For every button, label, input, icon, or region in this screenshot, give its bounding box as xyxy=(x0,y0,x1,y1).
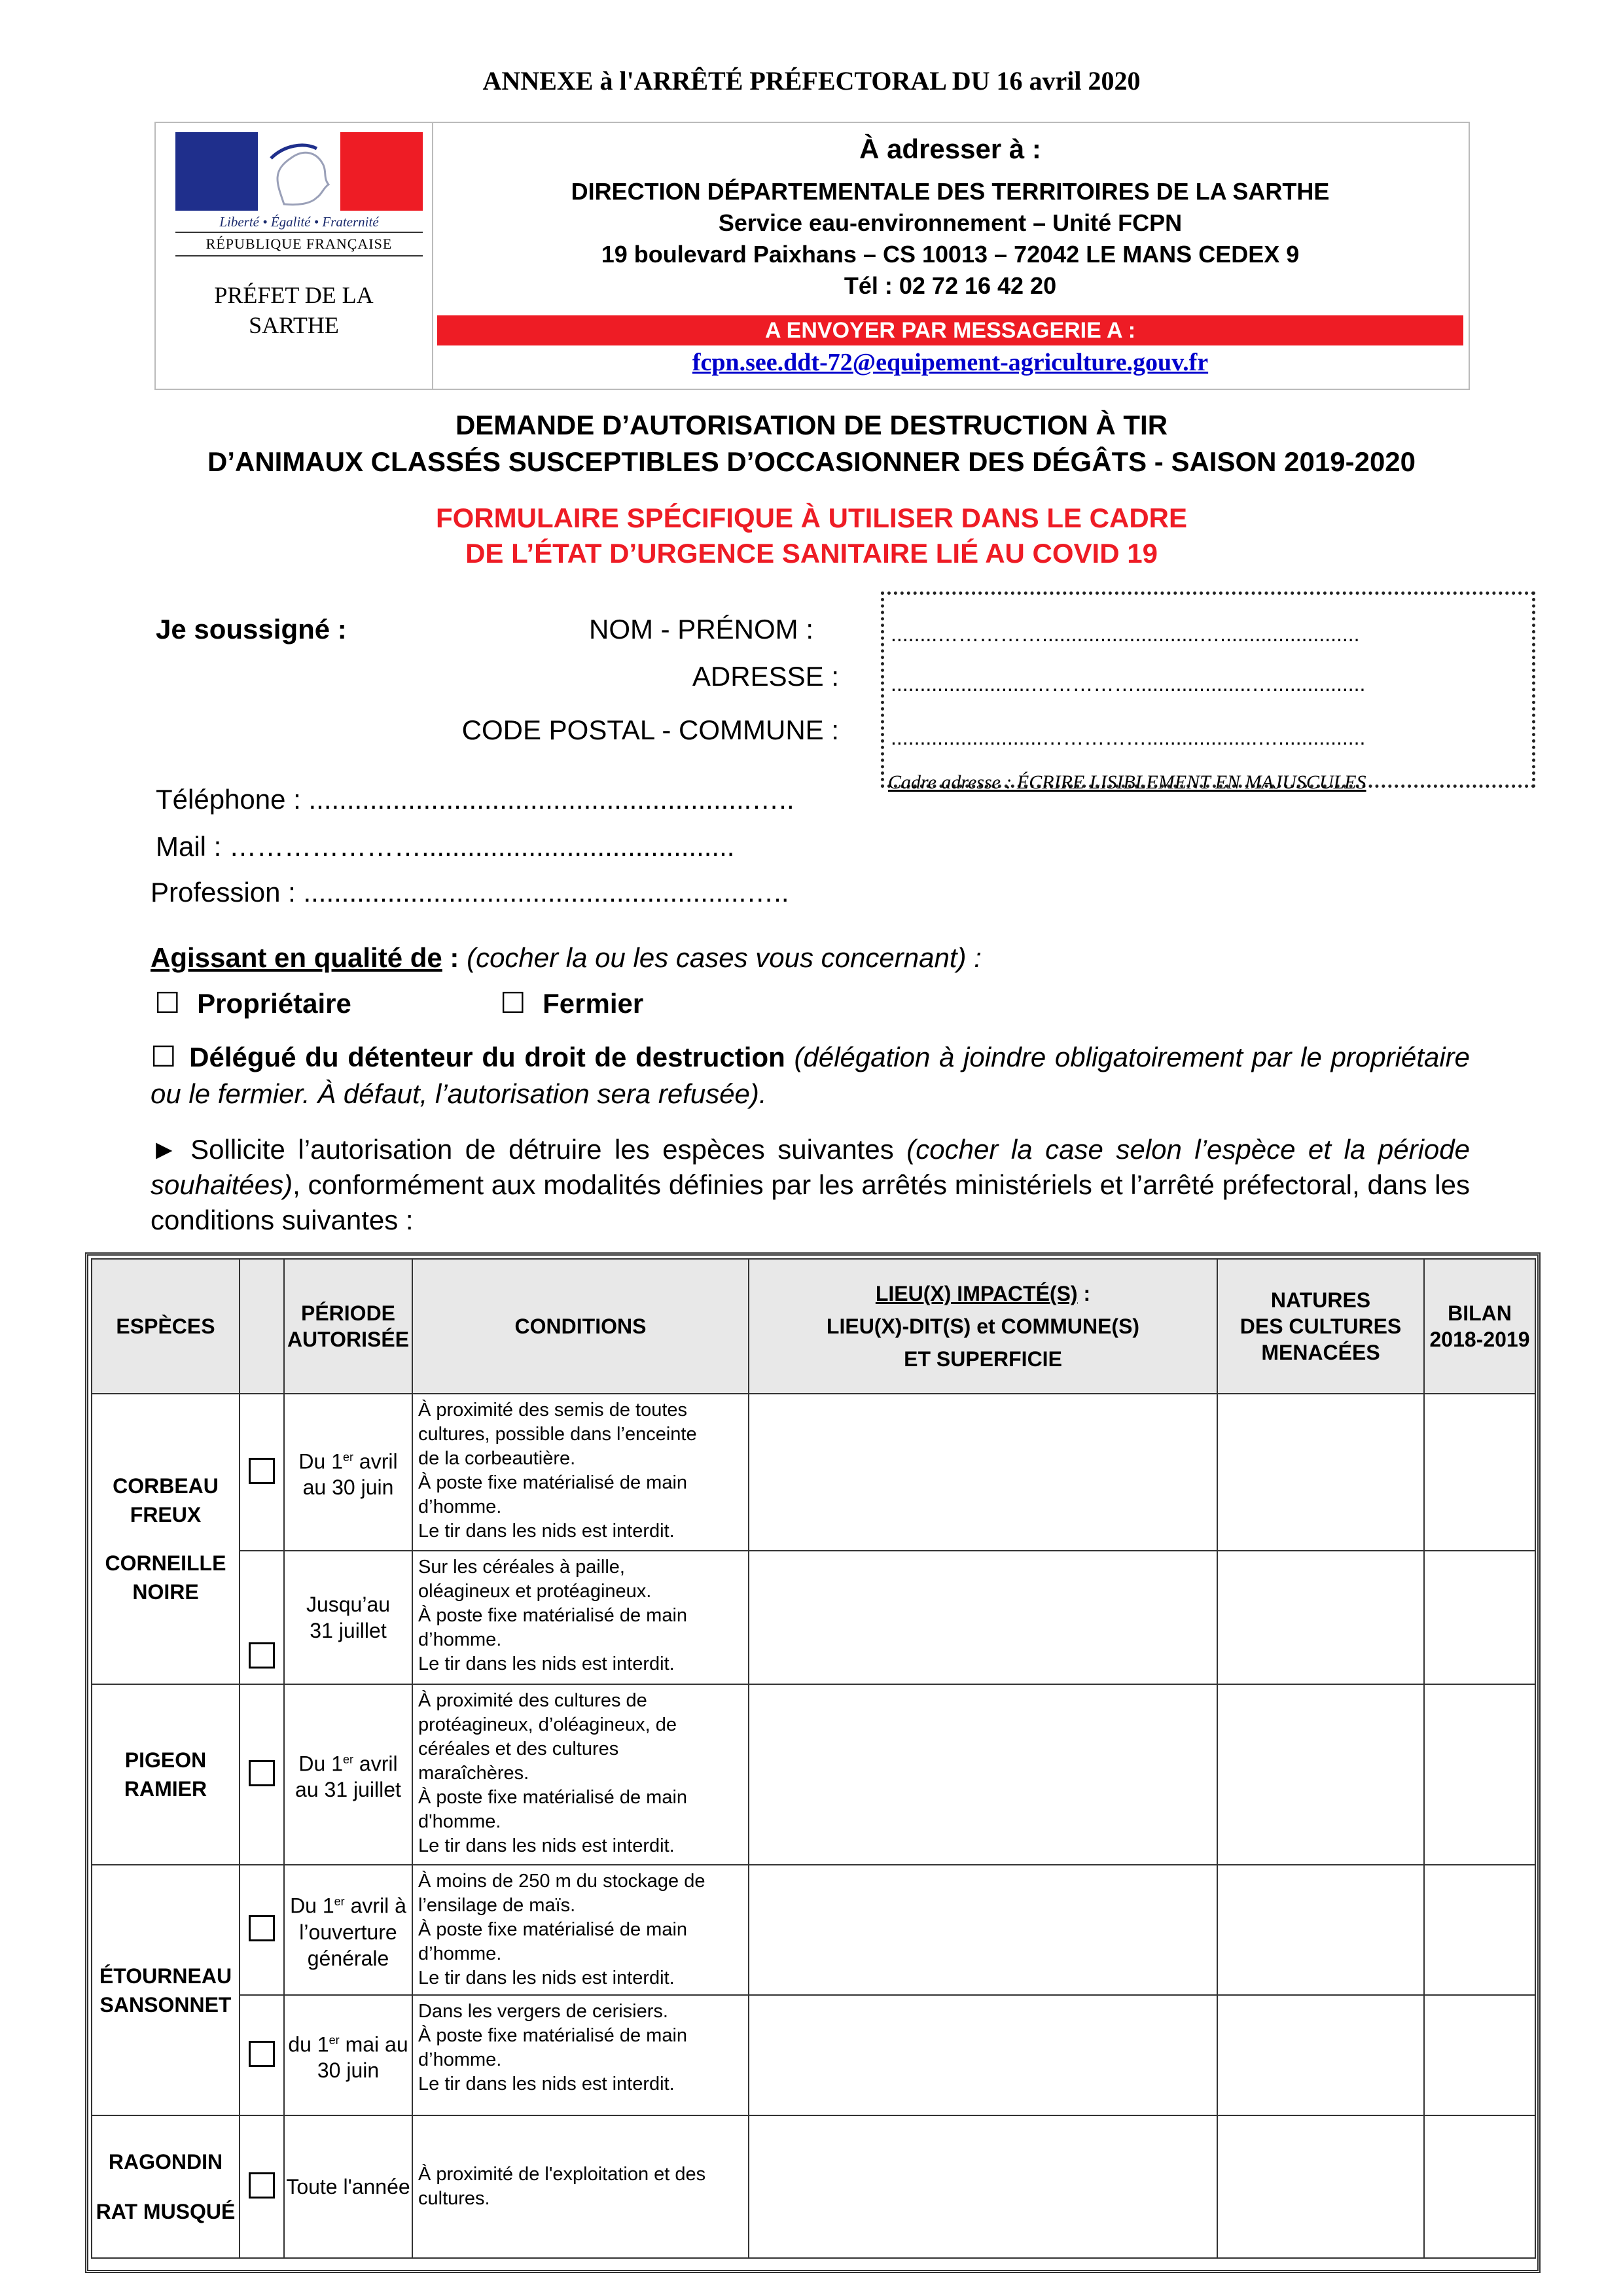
address-line-4: Tél : 02 72 16 42 20 xyxy=(844,272,1057,299)
species-ragondin: RAGONDIN xyxy=(108,2150,223,2174)
period-cell: Toute l'année xyxy=(284,2115,412,2258)
natures-input-cell[interactable] xyxy=(1217,1684,1424,1865)
species-pigeon-1: PIGEON xyxy=(124,1748,207,1772)
sollicite-text-2: , conformément aux modalités définies par les arrêtés ministériels et l’arrêté préfectoral, dans les conditions suivantes : xyxy=(151,1169,1470,1235)
conditions-cell: À moins de 250 m du stockage de l’ensilage de maïs. À poste fixe matérialisé de main d’homme. Le tir dans les nids est interdit. xyxy=(412,1865,749,1995)
header-bilan-2: 2018-2019 xyxy=(1429,1328,1530,1351)
sollicite-paragraph xyxy=(151,1132,1470,1238)
address-input-box[interactable] xyxy=(881,592,1535,793)
table-row xyxy=(92,1684,1535,1865)
header-periode-1: PÉRIODE xyxy=(300,1301,396,1325)
header-periode xyxy=(284,1259,412,1394)
mail-field[interactable]: Mail : …………………......................................... xyxy=(156,831,735,862)
species-corbeau-2: FREUX xyxy=(130,1503,202,1527)
quality-hint: (cocher la ou les cases vous concernant) : xyxy=(459,942,982,973)
annex-title: ANNEXE à l'ARRÊTÉ PRÉFECTORAL DU 16 avril 2020 xyxy=(482,66,1141,96)
species-table xyxy=(91,1258,1536,2259)
header-conditions: CONDITIONS xyxy=(412,1259,749,1394)
header-natures-2: DES CULTURES xyxy=(1240,1315,1402,1338)
header-left xyxy=(156,123,433,389)
species-etourneau xyxy=(92,1865,240,2115)
species-etourneau-2: SANSONNET xyxy=(99,1992,232,2017)
species-rat-musque: RAT MUSQUÉ xyxy=(96,2200,236,2223)
natures-input-cell[interactable] xyxy=(1217,1865,1424,1995)
table-row xyxy=(92,1865,1535,1995)
header-natures-1: NATURES xyxy=(1270,1288,1371,1312)
header-right xyxy=(432,123,1469,389)
logo-republic: RÉPUBLIQUE FRANÇAISE xyxy=(175,232,423,256)
fermier-option xyxy=(500,985,1024,1022)
address-title: À adresser à : xyxy=(859,133,1041,164)
table-header-row xyxy=(92,1259,1535,1394)
lieux-input-cell[interactable] xyxy=(749,1551,1217,1684)
table-row xyxy=(92,1394,1535,1551)
natures-input-cell[interactable] xyxy=(1217,1394,1424,1551)
form-title-line-2: D’ANIMAUX CLASSÉS SUSCEPTIBLES D’OCCASIONNER DES DÉGÂTS - SAISON 2019-2020 xyxy=(207,446,1416,477)
nom-prenom-field[interactable]: ........……………...........................…........................ xyxy=(891,622,1360,646)
quality-label: Agissant en qualité de xyxy=(151,942,442,973)
period-checkbox[interactable] xyxy=(249,2172,275,2199)
conditions-cell: Dans les vergers de cerisiers. À poste fixe matérialisé de main d’homme. Le tir dans les nids est interdit. xyxy=(412,1995,749,2115)
email-link[interactable]: fcpn.see.ddt-72@equipement-agriculture.gouv.fr xyxy=(692,349,1209,376)
bilan-input-cell[interactable] xyxy=(1424,1551,1535,1684)
table-row xyxy=(92,1551,1535,1684)
natures-input-cell[interactable] xyxy=(1217,1995,1424,2115)
lieux-input-cell[interactable] xyxy=(749,1684,1217,1865)
bilan-input-cell[interactable] xyxy=(1424,1995,1535,2115)
delegue-hint: (délégation à joindre obligatoirement par le propriétaire ou le fermier. À défaut, l’autorisation sera refusée). xyxy=(151,1042,1471,1109)
period-checkbox[interactable] xyxy=(249,1458,275,1484)
species-pigeon-2: RAMIER xyxy=(124,1777,207,1801)
period-cell: du 1er mai au 30 juin xyxy=(284,1995,412,2115)
header-especes: ESPÈCES xyxy=(92,1259,240,1394)
checkbox-cell[interactable] xyxy=(240,2115,284,2258)
conditions-cell: À proximité des semis de toutes cultures, possible dans l’enceinte de la corbeautière. À poste fixe matérialisé de main d’homme. Le tir dans les nids est interdit. xyxy=(412,1394,749,1551)
species-table-frame xyxy=(85,1252,1541,2273)
natures-input-cell[interactable] xyxy=(1217,2115,1424,2258)
fermier-label: Fermier xyxy=(543,988,644,1019)
prefet-label xyxy=(156,280,432,340)
period-cell: Du 1er avril à l’ouverture générale xyxy=(284,1865,412,1995)
bilan-input-cell[interactable] xyxy=(1424,1865,1535,1995)
species-pigeon xyxy=(92,1684,240,1865)
form-title-line-1: DEMANDE D’AUTORISATION DE DESTRUCTION À TIR xyxy=(455,410,1168,440)
lieux-input-cell[interactable] xyxy=(749,2115,1217,2258)
lieux-input-cell[interactable] xyxy=(749,1995,1217,2115)
address-line-1: DIRECTION DÉPARTEMENTALE DES TERRITOIRES DE LA SARTHE xyxy=(571,178,1330,205)
checkbox-cell[interactable] xyxy=(240,1394,284,1551)
proprietaire-label: Propriétaire xyxy=(197,988,351,1019)
header-lieux-1: LIEU(X) IMPACTÉ(S) xyxy=(875,1282,1078,1305)
header-lieux-2: LIEU(X)-DIT(S) et COMMUNE(S) xyxy=(826,1315,1140,1338)
period-checkbox[interactable] xyxy=(249,1642,275,1669)
species-corbeau-1: CORBEAU xyxy=(113,1474,219,1498)
table-row xyxy=(92,1995,1535,2115)
natures-input-cell[interactable] xyxy=(1217,1551,1424,1684)
logo-motto: Liberté • Égalité • Fraternité xyxy=(219,214,379,230)
proprietaire-checkbox[interactable]: ☐ xyxy=(154,987,181,1019)
delegue-label: Délégué du détenteur du droit de destruction xyxy=(189,1042,785,1072)
nom-prenom-label: NOM - PRÉNOM : xyxy=(589,614,813,645)
species-corneille-1: CORNEILLE xyxy=(105,1551,226,1575)
address-line-2: Service eau-environnement – Unité FCPN xyxy=(718,209,1183,236)
bilan-input-cell[interactable] xyxy=(1424,1394,1535,1551)
header-natures-3: MENACÉES xyxy=(1261,1341,1380,1364)
telephone-field[interactable]: Téléphone : ..........................................................….. xyxy=(156,784,794,815)
species-etourneau-1: ÉTOURNEAU xyxy=(99,1964,232,1988)
species-ragondin-rat xyxy=(92,2115,240,2258)
address-box-note: Cadre adresse : ÉCRIRE LISIBLEMENT EN MAJUSCULES xyxy=(888,771,1366,793)
profession-field[interactable]: Profession : ..........................................................….. xyxy=(151,877,789,908)
period-cell: Du 1er avril au 31 juillet xyxy=(284,1684,412,1865)
lieux-input-cell[interactable] xyxy=(749,1865,1217,1995)
bilan-input-cell[interactable] xyxy=(1424,1684,1535,1865)
header-bilan-1: BILAN xyxy=(1448,1301,1512,1325)
delegue-option xyxy=(151,1039,1470,1112)
header-checkbox-col xyxy=(240,1259,284,1394)
header-periode-2: AUTORISÉE xyxy=(287,1328,410,1351)
checkbox-cell[interactable] xyxy=(240,1865,284,1995)
period-cell: Jusqu’au 31 juillet xyxy=(284,1551,412,1684)
tricolor-flag-icon xyxy=(175,132,423,211)
period-checkbox[interactable] xyxy=(249,2041,275,2067)
sollicite-text-1: Sollicite l’autorisation de détruire les espèces suivantes xyxy=(177,1134,907,1165)
prefet-line-2: SARTHE xyxy=(249,312,339,338)
species-corbeau-corneille xyxy=(92,1394,240,1684)
species-corneille-2: NOIRE xyxy=(132,1580,199,1604)
checkbox-cell[interactable] xyxy=(240,1551,284,1684)
marianne-profile-icon xyxy=(258,132,340,211)
adresse-field[interactable]: ........................……………....................…................ xyxy=(891,672,1366,696)
conditions-cell: À proximité des cultures de protéagineux, d’oléagineux, de céréales et des cultures maraîchères. À poste fixe matérialisé de main d'homme. Le tir dans les nids est interdit. xyxy=(412,1684,749,1865)
header-lieux-1b: : xyxy=(1077,1282,1091,1305)
address-line-3: 19 boulevard Paixhans – CS 10013 – 72042 LE MANS CEDEX 9 xyxy=(601,241,1300,268)
form-subtitle-line-1: FORMULAIRE SPÉCIFIQUE À UTILISER DANS LE CADRE xyxy=(435,503,1188,533)
header-natures xyxy=(1217,1259,1424,1394)
form-subtitle-line-2: DE L’ÉTAT D’URGENCE SANITAIRE LIÉ AU COVID 19 xyxy=(465,538,1158,569)
sollicite-hint: (cocher la case selon l’espèce et la période souhaitées) xyxy=(151,1134,1470,1200)
delegue-checkbox[interactable]: ☐ xyxy=(151,1041,177,1073)
marianne-logo xyxy=(175,132,423,256)
code-postal-label: CODE POSTAL - COMMUNE : xyxy=(461,715,839,745)
prefet-line-1: PRÉFET DE LA xyxy=(214,282,374,308)
checkbox-cell[interactable] xyxy=(240,1995,284,2115)
header-lieux-3: ET SUPERFICIE xyxy=(904,1347,1062,1371)
period-checkbox[interactable] xyxy=(249,1760,275,1786)
quality-line xyxy=(151,940,1470,976)
conditions-cell: Sur les céréales à paille, oléagineux et protéagineux. À poste fixe matérialisé de main d’homme. Le tir dans les nids est interdit. xyxy=(412,1551,749,1684)
bilan-input-cell[interactable] xyxy=(1424,2115,1535,2258)
table-row xyxy=(92,2115,1535,2258)
header-bilan xyxy=(1424,1259,1535,1394)
conditions-cell: À proximité de l'exploitation et des cultures. xyxy=(412,2115,749,2258)
lieux-input-cell[interactable] xyxy=(749,1394,1217,1551)
header-lieux xyxy=(749,1259,1217,1394)
quality-colon: : xyxy=(442,942,459,973)
period-checkbox[interactable] xyxy=(249,1915,275,1941)
adresse-label: ADRESSE : xyxy=(692,661,839,692)
period-cell: Du 1er avril au 30 juin xyxy=(284,1394,412,1551)
checkbox-cell[interactable] xyxy=(240,1684,284,1865)
arrow-icon: ► xyxy=(151,1134,178,1165)
code-postal-field[interactable]: ..........................……………...................…............... xyxy=(891,726,1366,749)
fermier-checkbox[interactable]: ☐ xyxy=(500,987,526,1019)
header-box xyxy=(154,122,1470,390)
send-by-mail-banner: A ENVOYER PAR MESSAGERIE A : xyxy=(437,315,1463,345)
soussigne-label: Je soussigné : xyxy=(156,614,347,645)
